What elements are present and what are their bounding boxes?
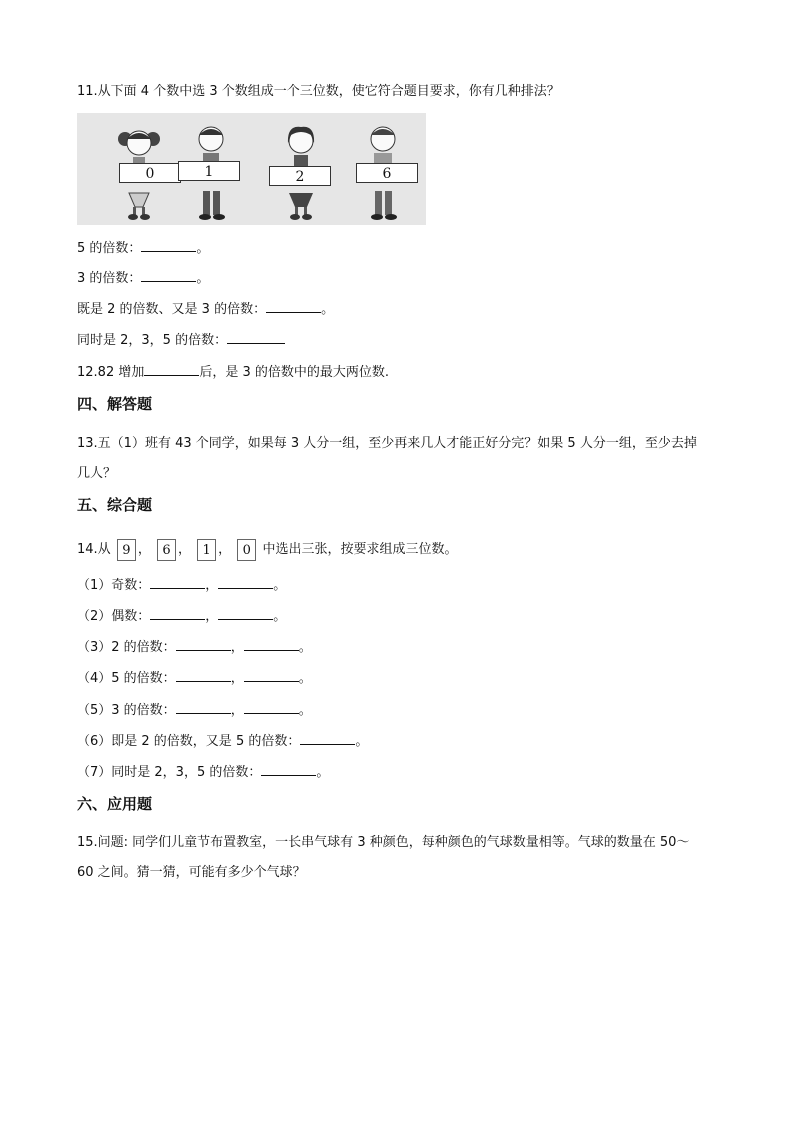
children-holding-cards-image [77, 113, 426, 225]
digit-card: 0 [237, 539, 256, 561]
q11-text: 11.从下面 4 个数中选 3 个数组成一个三位数，使它符合题目要求，你有几种排法？ [77, 84, 560, 99]
answer-blank[interactable] [244, 668, 299, 682]
digit-card: 6 [157, 539, 176, 561]
answer-blank[interactable] [176, 668, 231, 682]
answer-blank[interactable] [218, 606, 273, 620]
answer-blank[interactable] [218, 575, 273, 589]
answer-blank[interactable] [141, 238, 196, 252]
answer-blank[interactable] [176, 637, 231, 651]
q15-text-line2: 60 之间。猜一猜，可能有多少个气球？ [77, 865, 306, 880]
q11-item-1: 5 的倍数： 。 [77, 238, 209, 259]
q14-item-4: （4）5 的倍数： ， 。 [77, 668, 312, 689]
answer-blank[interactable] [144, 362, 199, 376]
q14-item-2: （2）偶数： ， 。 [77, 606, 286, 627]
section-heading-6: 六、应用题 [77, 795, 153, 813]
answer-blank[interactable] [176, 700, 231, 714]
q14-item-7: （7）同时是 2，3，5 的倍数： 。 [77, 762, 329, 783]
section-heading-4: 四、解答题 [77, 395, 153, 413]
q15-text-line1: 15.问题: 同学们儿童节布置教室，一长串气球有 3 种颜色，每种颜色的气球数量相等。气球的数量在 50～ [77, 835, 690, 850]
answer-blank[interactable] [261, 762, 316, 776]
answer-blank[interactable] [244, 637, 299, 651]
q12-text: 12.82 增加 后，是 3 的倍数中的最大两位数. [77, 362, 389, 383]
answer-blank[interactable] [300, 731, 355, 745]
number-card: 2 [269, 166, 331, 186]
q14-text: 14.从 9 ， 6 ， 1 ， 0 中选出三张，按要求组成三位数。 [77, 538, 457, 562]
answer-blank[interactable] [227, 330, 285, 344]
q14-item-5: （5）3 的倍数： ， 。 [77, 700, 312, 721]
digit-card: 9 [117, 539, 136, 561]
q13-text-line1: 13.五（1）班有 43 个同学，如果每 3 人分一组，至少再来几人才能正好分完？如果 5 人分一组，至少去掉 [77, 436, 697, 451]
number-card: 0 [119, 163, 181, 183]
q11-item-2: 3 的倍数： 。 [77, 268, 209, 289]
number-card: 1 [178, 161, 240, 181]
q13-text-line2: 几人？ [77, 466, 117, 481]
answer-blank[interactable] [150, 606, 205, 620]
answer-blank[interactable] [244, 700, 299, 714]
number-card: 6 [356, 163, 418, 183]
q11-item-4: 同时是 2，3，5 的倍数： [77, 330, 285, 351]
q14-item-6: （6）即是 2 的倍数，又是 5 的倍数： 。 [77, 731, 368, 752]
q11-item-3: 既是 2 的倍数、又是 3 的倍数： 。 [77, 299, 334, 320]
q14-item-1: （1）奇数： ， 。 [77, 575, 286, 596]
q14-item-3: （3）2 的倍数： ， 。 [77, 637, 312, 658]
section-heading-5: 五、综合题 [77, 496, 153, 514]
answer-blank[interactable] [266, 299, 321, 313]
answer-blank[interactable] [150, 575, 205, 589]
answer-blank[interactable] [141, 268, 196, 282]
digit-card: 1 [197, 539, 216, 561]
